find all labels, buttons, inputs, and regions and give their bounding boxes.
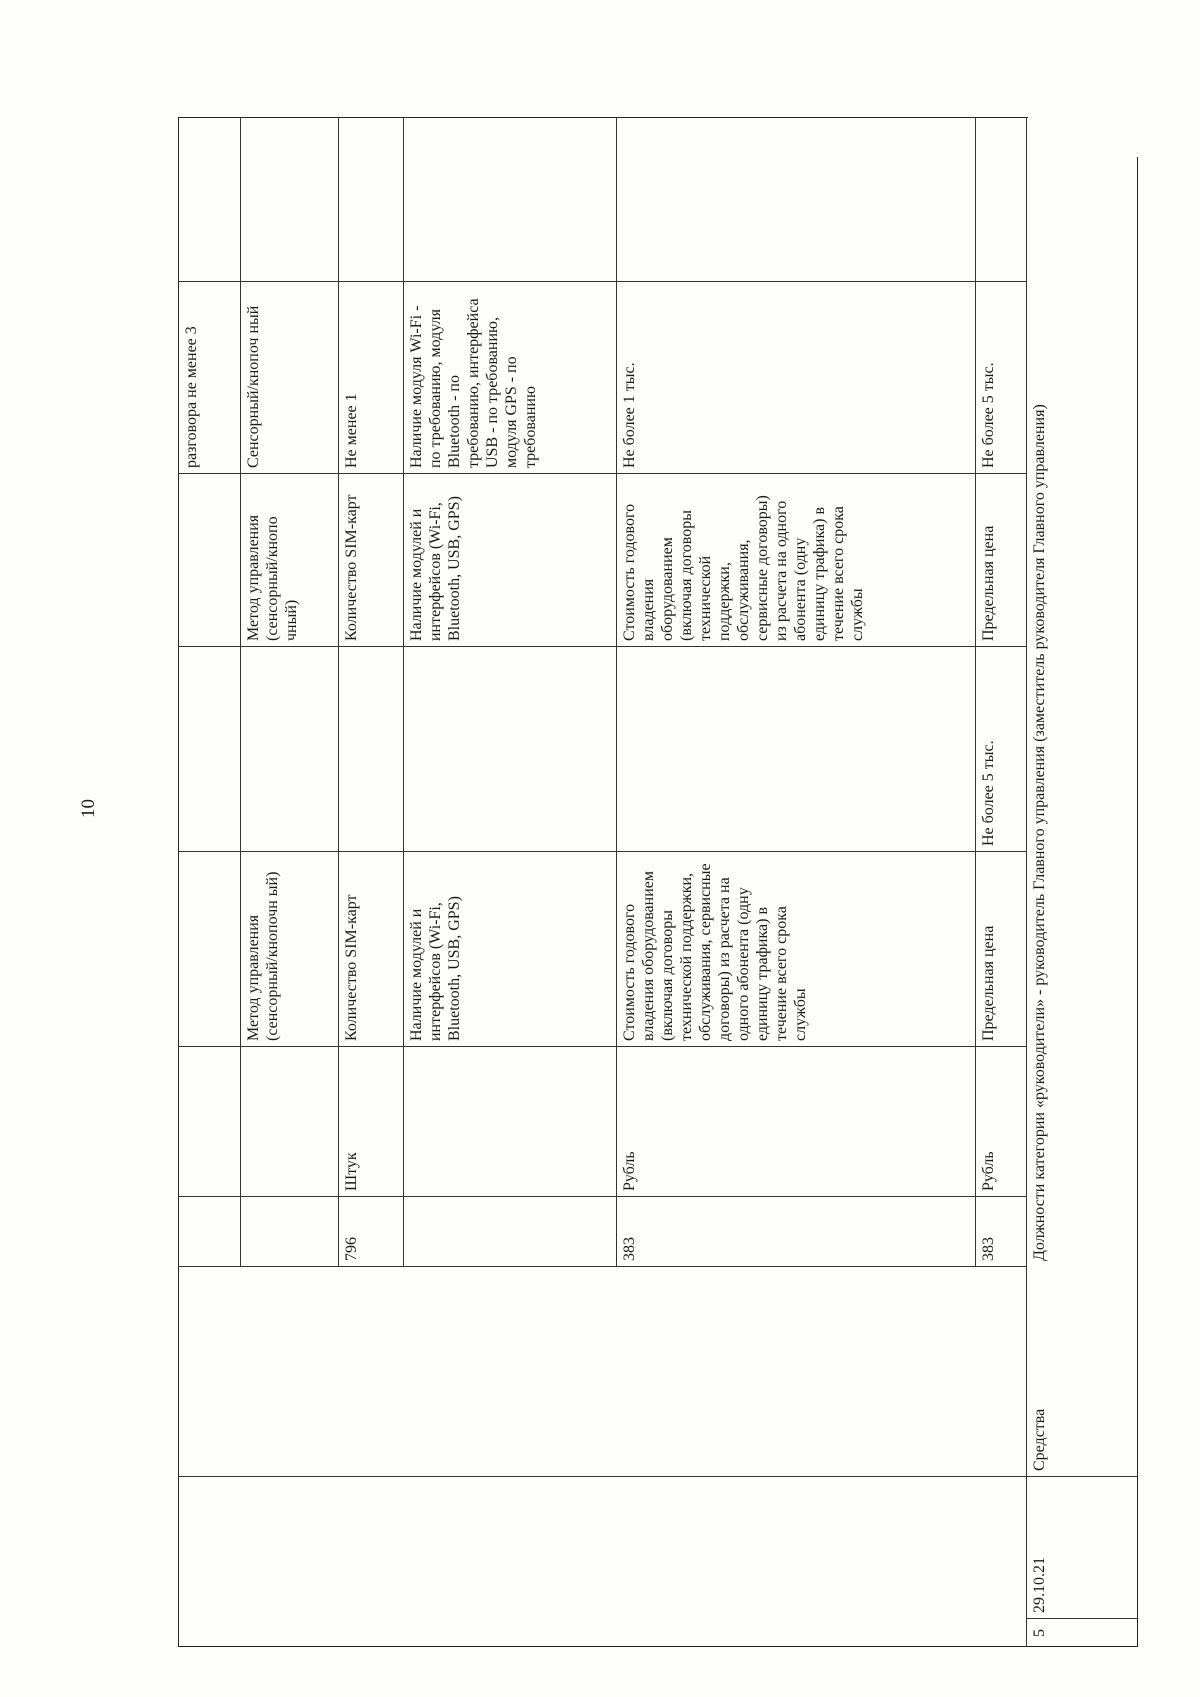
cell-char2-2: Количество SIM-карт (343, 494, 360, 641)
cell-unit-2: Штук (343, 1152, 360, 1191)
cell-row-number: 5 (1031, 1629, 1048, 1637)
cell-char2-1: Метод управления (сенсорный/кнопо чный) (245, 514, 300, 641)
rotated-table (178, 117, 1138, 1647)
cell-value2-1: Сенсорный/кнопоч ный (245, 305, 262, 468)
cell-value2-0: разговора не менее 3 (183, 326, 200, 468)
cell-char-1: Метод управления (сенсорный/кнопочн ый) (245, 871, 281, 1041)
cell-limit-5: Не более 5 тыс. (980, 740, 997, 846)
cell-unit-4: Рубль (621, 1151, 638, 1191)
cell-char-4: Стоимость годового владения оборудованием (включая договоры технической поддержки, обслуживания, сервисные договоры) из расчета на одного абонента (одну единицу трафика) в течение всего срока службы (621, 863, 809, 1041)
cell-value2-5: Не более 5 тыс. (980, 362, 997, 468)
cell-char2-3: Наличие модулей и интерфейсов (Wi-Fi, Bluetooth, USB, GPS) (408, 496, 463, 641)
requirements-table (178, 117, 1138, 1647)
cell-char2-5: Предельная цена (980, 525, 997, 641)
cell-value2-4: Не более 1 тыс. (621, 362, 638, 468)
cell-row-name: Средства (1031, 1408, 1048, 1471)
cell-char2-4: Стоимость годового владения оборудованием (включая договоры технической поддержки, обслуживания, сервисные договоры) из расчета на одного абонента (одну единицу трафика) в течение всего срока службы (621, 495, 866, 641)
category-note: Должности категории «руководители» - руководитель Главного управления (заместитель руководителя Главного управления) (1031, 404, 1048, 1261)
cell-char-2: Количество SIM-карт (343, 894, 360, 1041)
cell-code-4: 383 (621, 1237, 638, 1261)
cell-code-2: 796 (343, 1237, 360, 1261)
page-number: 10 (78, 799, 99, 818)
cell-value2-3: Наличие модуля Wi-Fi - по требованию, модуля Bluetooth - по требованию, интерфейса USB - по требованию, модуля GPS - по требованию (408, 298, 539, 468)
cell-unit-5: Рубль (980, 1151, 997, 1191)
cell-char-5: Предельная цена (980, 925, 997, 1041)
cell-row-date: 29.10.21 (1031, 1557, 1048, 1613)
cell-value2-2: Не менее 1 (343, 393, 360, 468)
cell-char-3: Наличие модулей и интерфейсов (Wi-Fi, Bluetooth, USB, GPS) (408, 896, 463, 1041)
cell-code-5: 383 (980, 1237, 997, 1261)
